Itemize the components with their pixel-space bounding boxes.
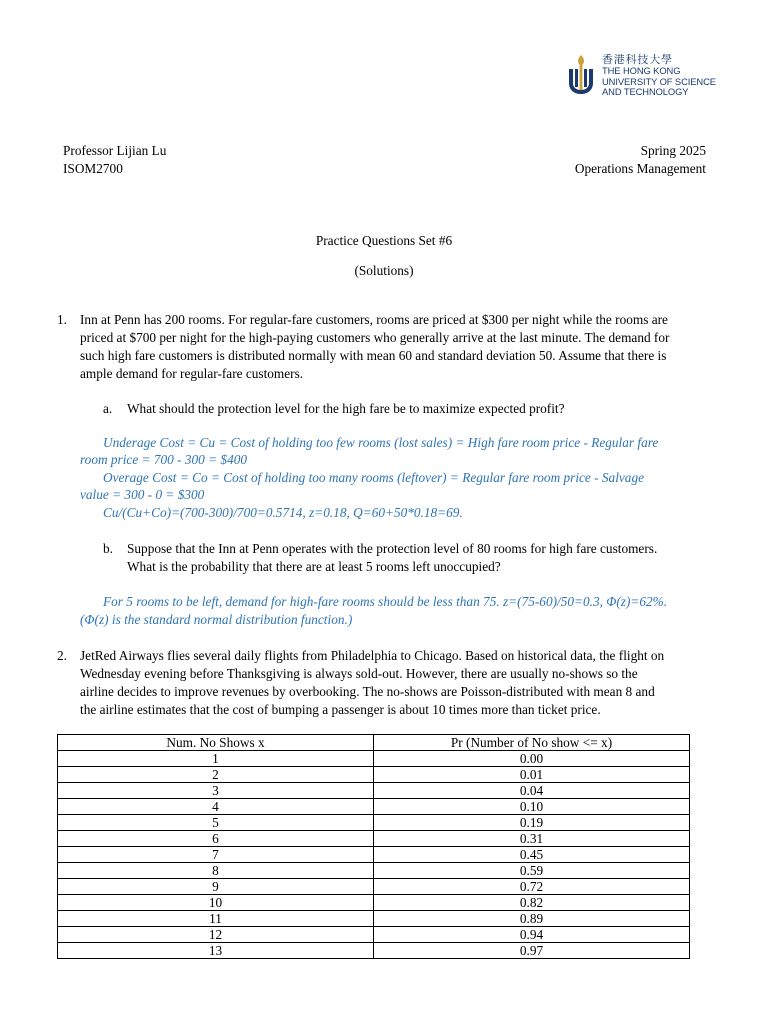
table-row	[58, 943, 690, 959]
table-cell: 0.01	[374, 767, 690, 783]
logo-line-3: AND TECHNOLOGY	[602, 86, 689, 98]
no-show-probability-table	[57, 734, 690, 959]
table-cell: 0.89	[374, 911, 690, 927]
table-row	[58, 863, 690, 879]
solution-line: (Φ(z) is the standard normal distribution function.)	[80, 612, 353, 627]
table-cell: 10	[58, 895, 374, 911]
table-cell: 12	[58, 927, 374, 943]
page-title: Practice Questions Set #6	[315, 233, 453, 248]
table-cell: 0.82	[374, 895, 690, 911]
q1-line: such high fare customers is distributed normally with mean 60 and standard deviation 50. Assume that there is	[80, 348, 667, 363]
logo-line-2: UNIVERSITY OF SCIENCE	[602, 75, 716, 87]
solution-line: For 5 rooms to be left, demand for high-fare rooms should be less than 75. z=(75-60)/50=0.3, Φ(z)=62%.	[103, 594, 668, 609]
table-row	[58, 783, 690, 799]
table-cell: 7	[58, 847, 374, 863]
table-row	[58, 831, 690, 847]
course-code: ISOM2700	[63, 161, 123, 176]
q1b-line: Suppose that the Inn at Penn operates with the protection level of 80 rooms for high fare customers.	[127, 541, 658, 556]
table-row	[58, 767, 690, 783]
table-cell: 0.97	[374, 943, 690, 959]
table-cell: 6	[58, 831, 374, 847]
q1-line: priced at $700 per night for the high-paying customers who generally arrive at the last minute. The demand for	[80, 330, 670, 345]
header-left	[63, 142, 166, 178]
table-cell: 0.00	[374, 751, 690, 767]
q1a-letter: a.	[103, 401, 113, 416]
solution-line: room price = 700 - 300 = $400	[80, 452, 248, 467]
professor-name: Professor Lijian Lu	[63, 143, 167, 158]
solution-line: value = 300 - 0 = $300	[80, 487, 205, 502]
page-subtitle: (Solutions)	[354, 263, 414, 278]
table-row	[58, 847, 690, 863]
solution-line: Underage Cost = Cu = Cost of holding too few rooms (lost sales) = High fare room price - Regular fare	[103, 435, 659, 450]
table-cell: 0.31	[374, 831, 690, 847]
logo-wordmark	[602, 54, 716, 98]
course-subject: Operations Management	[574, 161, 706, 176]
table-row	[58, 927, 690, 943]
table-cell: 5	[58, 815, 374, 831]
table-cell: 0.45	[374, 847, 690, 863]
q2-number: 2.	[57, 648, 67, 663]
university-logo	[566, 53, 716, 99]
q1b-letter: b.	[103, 541, 113, 556]
q1a-question: What should the protection level for the high fare be to maximize expected profit?	[127, 401, 565, 416]
column-header: Num. No Shows x	[58, 735, 374, 751]
table-cell: 8	[58, 863, 374, 879]
table-cell: 0.94	[374, 927, 690, 943]
table-cell: 1	[58, 751, 374, 767]
logo-line-1: THE HONG KONG	[602, 65, 681, 76]
header-right	[575, 142, 706, 178]
table-cell: 0.19	[374, 815, 690, 831]
table-cell: 3	[58, 783, 374, 799]
table-cell: 11	[58, 911, 374, 927]
table-cell: 13	[58, 943, 374, 959]
table-row	[58, 815, 690, 831]
table-row	[58, 879, 690, 895]
table-header-row	[58, 735, 690, 751]
table-cell: 9	[58, 879, 374, 895]
table-cell: 0.59	[374, 863, 690, 879]
q2-line: JetRed Airways flies several daily flights from Philadelphia to Chicago. Based on historical data, the flight on	[80, 648, 665, 663]
table-cell: 0.10	[374, 799, 690, 815]
solution-line: Overage Cost = Co = Cost of holding too many rooms (leftover) = Regular fare room price - Salvage	[103, 470, 644, 485]
column-header: Pr (Number of No show <= x)	[374, 735, 690, 751]
solution-line: Cu/(Cu+Co)=(700-300)/700=0.5714, z=0.18, Q=60+50*0.18=69.	[103, 505, 463, 520]
term: Spring 2025	[640, 143, 706, 158]
table-row	[58, 911, 690, 927]
q1b-line: What is the probability that there are at least 5 rooms left unoccupied?	[127, 559, 501, 574]
table-cell: 4	[58, 799, 374, 815]
q2-line: Wednesday evening before Thanksgiving is always sold-out. However, there are usually no-shows so the	[80, 666, 638, 681]
q1-line: ample demand for regular-fare customers.	[80, 366, 304, 381]
hkust-emblem-icon	[566, 53, 596, 97]
table-cell: 2	[58, 767, 374, 783]
q1-number: 1.	[57, 312, 67, 327]
q1-line: Inn at Penn has 200 rooms. For regular-fare customers, rooms are priced at $300 per night while the rooms are	[80, 312, 668, 327]
table-row	[58, 895, 690, 911]
table-cell: 0.04	[374, 783, 690, 799]
q2-line: the airline estimates that the cost of bumping a passenger is about 10 times more than ticket price.	[80, 702, 601, 717]
table-row	[58, 751, 690, 767]
table-cell: 0.72	[374, 879, 690, 895]
q2-line: airline decides to improve revenues by overbooking. The no-shows are Poisson-distributed with mean 8 and	[80, 684, 655, 699]
table-row	[58, 799, 690, 815]
logo-chinese-name: 香港科技大學	[602, 54, 673, 66]
